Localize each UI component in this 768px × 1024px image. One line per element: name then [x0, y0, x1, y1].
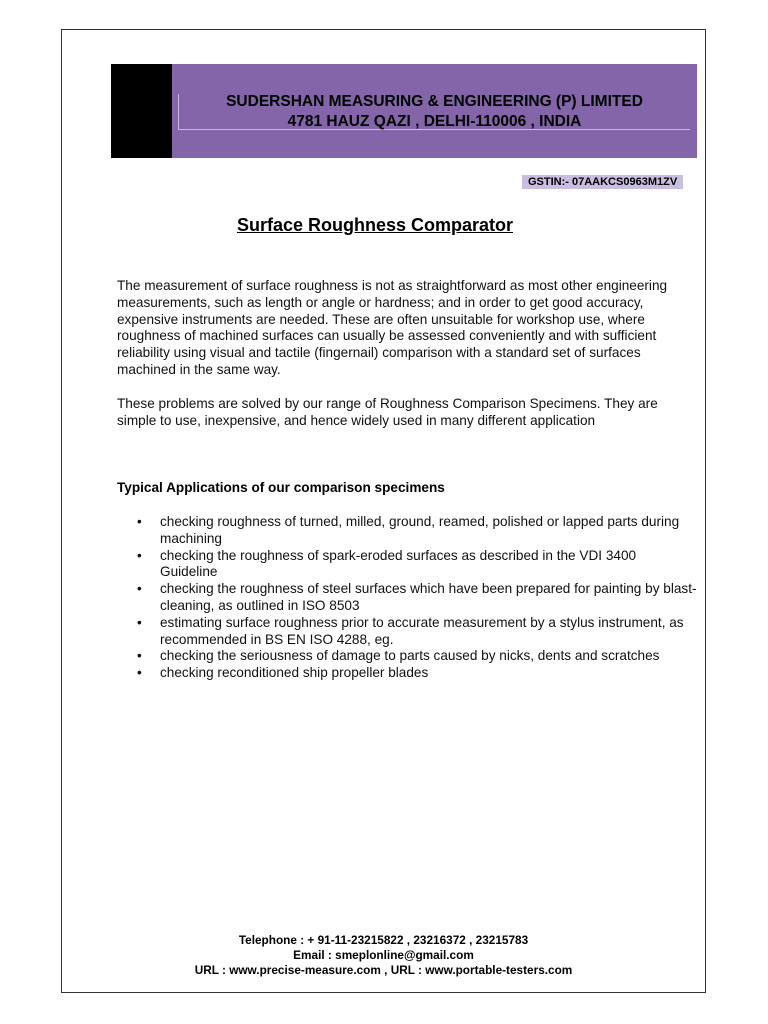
company-name: SUDERSHAN MEASURING & ENGINEERING (P) LIMITED: [226, 93, 643, 110]
bullet-icon: •: [137, 665, 142, 681]
list-item-text: checking reconditioned ship propeller blades: [160, 665, 429, 681]
bullet-icon: •: [137, 581, 142, 597]
gstin-badge: GSTIN:- 07AAKCS0963M1ZV: [522, 175, 683, 189]
list-item-text: checking the roughness of spark-eroded surfaces as described in the VDI 3400 Guideline: [160, 547, 637, 580]
list-item: [117, 514, 697, 548]
bullet-icon: •: [137, 514, 142, 529]
contact-footer: [61, 933, 706, 978]
list-item: [117, 615, 697, 649]
list-item: [117, 548, 697, 582]
bullet-icon: •: [137, 614, 142, 630]
header-black-block: [111, 64, 172, 158]
company-header: [172, 92, 697, 132]
list-item-text: estimating surface roughness prior to accurate measurement by a stylus instrument, as recommended in BS EN ISO 4288, eg.: [160, 614, 684, 647]
applications-list: [117, 514, 697, 682]
list-item-text: checking the roughness of steel surfaces which have been prepared for painting by blast-cleaning, as outlined in ISO 8503: [160, 581, 697, 613]
document-title: Surface Roughness Comparator: [236, 215, 514, 235]
footer-urls: URL : www.precise-measure.com , URL : www.portable-testers.com: [194, 963, 573, 977]
applications-heading: Typical Applications of our comparison specimens: [117, 480, 445, 495]
list-item: [117, 581, 697, 615]
list-item: [117, 648, 697, 665]
list-item-text: checking roughness of turned, milled, ground, reamed, polished or lapped parts during machining: [160, 514, 680, 546]
list-item-text: checking the seriousness of damage to parts caused by nicks, dents and scratches: [160, 648, 660, 664]
intro-paragraph: The measurement of surface roughness is not as straightforward as most other engineering measurements, such as length or angle or hardness; and in order to get good accuracy, expensive instruments are needed. These are often unsuitable for workshop use, where roughness of machined surfaces can usually be assessed conveniently and with sufficient reliability using visual and tactile (fingernail) comparison with a standard set of surfaces machined in the same way.: [117, 278, 668, 377]
bullet-icon: •: [137, 547, 142, 563]
company-address: 4781 HAUZ QAZI , DELHI-110006 , INDIA: [287, 113, 582, 130]
document-page: [61, 29, 706, 993]
solution-paragraph: These problems are solved by our range of Roughness Comparison Specimens. They are simple to use, inexpensive, and hence widely used in many different application: [117, 396, 658, 428]
footer-telephone: Telephone : + 91-11-23215822 , 23216372 , 23215783: [238, 933, 529, 947]
footer-email: Email : smeplonline@gmail.com: [293, 948, 474, 962]
bullet-icon: •: [137, 648, 142, 664]
list-item: [117, 665, 697, 682]
